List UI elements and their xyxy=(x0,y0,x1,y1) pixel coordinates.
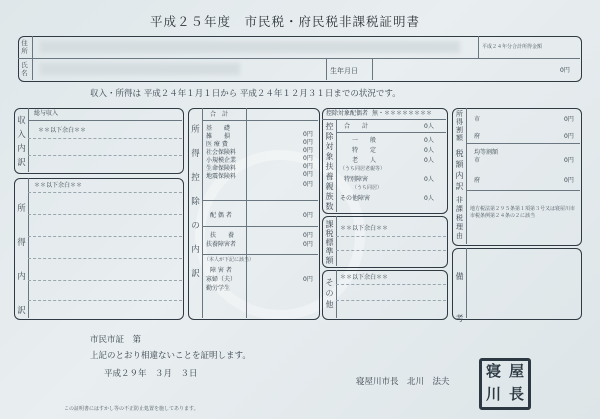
dependents-row-2-value: 0人 xyxy=(424,147,434,154)
income-below-blank: ＊＊以下余白＊＊ xyxy=(38,127,87,134)
deduction-value-1: 0円 xyxy=(303,131,313,138)
deduction-spouse: 配 偶 者 xyxy=(210,212,232,219)
deduction-item-4: 社会保険料 xyxy=(206,149,237,156)
tax-breakdown-label: 税 額 内 訳 xyxy=(455,149,464,191)
deduction-self-2: 寡婦（夫） xyxy=(206,276,237,283)
other-label: そ の 他 xyxy=(325,278,334,309)
name-label: 氏名 xyxy=(21,61,28,77)
nontax-reason-label: 非 課 税 理 由 xyxy=(456,196,463,240)
tax-row-4-value: 0円 xyxy=(564,177,574,184)
dependents-total-value: 0人 xyxy=(424,123,434,130)
income-levy-label: 所 得 割 額 xyxy=(456,110,463,142)
other-below-blank: ＊＊以下余白＊＊ xyxy=(340,274,389,281)
official-seal: 寝 屋 川 長 xyxy=(479,358,531,410)
address-redacted xyxy=(40,41,460,53)
tax-row-3: 市 xyxy=(474,157,481,164)
certificate-number: 市民市証 第 xyxy=(90,335,142,345)
deduction-item-3: 医 療 費 xyxy=(206,141,228,148)
deduction-value-3: 0円 xyxy=(303,147,313,154)
deduction-item-1: 基 礎 xyxy=(206,125,231,132)
deduction-dependents-value: 0円 xyxy=(303,232,313,239)
address-label: 住所 xyxy=(21,39,28,55)
deduction-value-6: 0円 xyxy=(303,171,313,178)
dependents-sub-note-2: （うち同居） xyxy=(352,185,383,191)
tax-row-4: 府 xyxy=(474,177,481,184)
deduction-spouse-value: 0円 xyxy=(303,212,313,219)
spouse-label: 控除対象配偶者 xyxy=(326,110,369,117)
income-total-note: 平成２４年分合計所得金額 xyxy=(482,44,543,50)
income-breakdown-box xyxy=(14,178,184,320)
deduction-value-7: 0円 xyxy=(303,181,313,188)
nontax-reason-text: 地方税法第２９５条第１項第３号又は寝屋川市市税条例第２４条の２に該当 xyxy=(470,206,576,219)
income-breakdown-below-blank: ＊＊以下余白＊＊ xyxy=(34,182,83,189)
taxable-label: 課 税 標 準 額 xyxy=(325,220,334,265)
dependents-row-3: 老 人 xyxy=(352,157,377,164)
remarks-box xyxy=(452,248,582,320)
dependents-total-label: 合 計 xyxy=(344,123,369,130)
tax-row-1-value: 0円 xyxy=(564,116,574,123)
deduction-value-4: 0円 xyxy=(303,155,313,162)
dependents-row-3-value: 0人 xyxy=(424,157,434,164)
dependents-row-2: 特 定 xyxy=(352,147,377,154)
deduction-self-1: 障 害 者 xyxy=(210,267,232,274)
deduction-item-6: 生命保険料 xyxy=(206,165,237,172)
tax-row-2-value: 0円 xyxy=(564,133,574,140)
tax-box xyxy=(452,108,582,246)
income-box xyxy=(14,108,184,174)
income-total-value: 0円 xyxy=(560,67,570,74)
deduction-total-label: 合 計 xyxy=(210,111,229,118)
deduction-label: 所 得 控 除 の 内 訳 xyxy=(191,125,200,279)
total-income-label: 総与収入 xyxy=(34,110,59,117)
deduction-self-label: （本人が下記に該当） xyxy=(204,257,255,263)
dependents-row-4: 特別障害 xyxy=(344,176,369,183)
dependents-row-1: 一 般 xyxy=(352,137,377,144)
dependents-label: 控 除 対 象 扶 養 親 族 数 xyxy=(325,122,334,211)
deduction-disabled-dependents-value: 0円 xyxy=(303,241,313,248)
tax-row-1: 市 xyxy=(474,116,481,123)
deduction-item-5: 小規模企業 xyxy=(206,157,237,164)
footer-note: この証明書にはすかし等の不正防止処置を施してあります。 xyxy=(64,406,199,412)
dependents-row-5-value: 0人 xyxy=(424,195,434,202)
dependents-row-5: その他障害 xyxy=(340,195,371,202)
deduction-value-2: 0円 xyxy=(303,139,313,146)
deduction-disabled-dependents: 扶養障害者 xyxy=(206,241,237,248)
certificate-date: 平成２９年 ３月 ３日 xyxy=(104,369,198,379)
tax-per-capita-label: 均等割額 xyxy=(474,149,499,156)
taxable-below-blank: ＊＊以下余白＊＊ xyxy=(340,225,389,232)
deduction-self-3: 勤労学生 xyxy=(206,285,231,292)
period-text: 収入・所得は 平成２４年１月１日から 平成２４年１２月３１日までの状況です。 xyxy=(90,89,401,99)
tax-row-3-value: 0円 xyxy=(564,157,574,164)
name-redacted xyxy=(40,63,240,75)
deduction-self-value: 0円 xyxy=(303,276,313,283)
spouse-value: 無・＊＊＊＊＊＊＊＊ xyxy=(372,110,433,117)
birthdate-label: 生年月日 xyxy=(330,67,358,75)
dependents-sub-note: （うち同居老親等） xyxy=(340,166,386,172)
document-title: 平成２５年度 市民税・府民税非課税証明書 xyxy=(150,14,421,29)
deduction-item-7: 地震保険料 xyxy=(206,173,237,180)
taxable-box xyxy=(322,216,448,268)
tax-row-2: 府 xyxy=(474,133,481,140)
certificate-statement: 上記のとおり相違ないことを証明します。 xyxy=(90,351,251,361)
deduction-item-2: 雑 損 xyxy=(206,133,231,140)
certificate-issuer: 寝屋川市長 北川 法夫 xyxy=(356,377,450,387)
income-label: 収 入 内 訳 xyxy=(17,116,26,168)
deduction-dependents: 扶 養 xyxy=(210,232,235,239)
income-breakdown-label: 所 得 内 訳 xyxy=(17,204,26,316)
remarks-label: 備 考 xyxy=(455,272,464,323)
dependents-row-4-value: 0人 xyxy=(424,176,434,183)
dependents-row-1-value: 0人 xyxy=(424,137,434,144)
deduction-value-5: 0円 xyxy=(303,163,313,170)
